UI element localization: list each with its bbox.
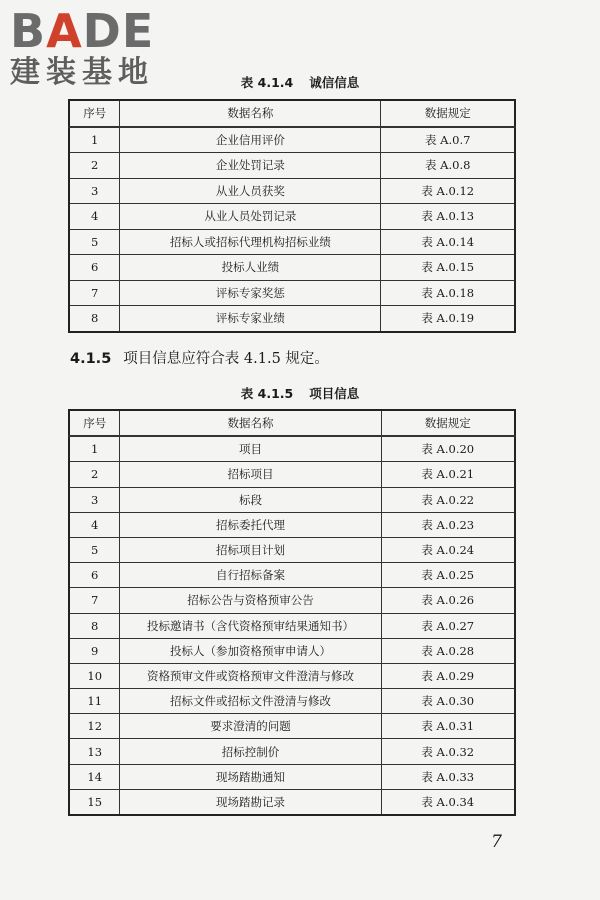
header-data-name: 数据名称 (120, 410, 381, 436)
cell-data-spec: 表 A.0.14 (381, 229, 515, 255)
cell-index: 8 (69, 306, 120, 332)
table-row (69, 613, 515, 638)
table-row (69, 436, 515, 462)
cell-data-name: 从业人员获奖 (120, 178, 381, 204)
clause-number: 4.1.5 (70, 351, 112, 367)
cell-index: 3 (69, 178, 120, 204)
clause-4-1-5 (70, 347, 329, 368)
cell-index: 15 (69, 789, 120, 815)
cell-data-name: 要求澄清的问题 (120, 714, 381, 739)
cell-data-spec: 表 A.0.12 (381, 178, 515, 204)
cell-data-spec: 表 A.0.30 (381, 689, 515, 714)
cell-data-spec: 表 A.0.25 (381, 563, 515, 588)
cell-data-name: 标段 (120, 487, 381, 512)
cell-data-spec: 表 A.0.26 (381, 588, 515, 613)
credit-info-table (68, 99, 516, 333)
cell-data-name: 招标人或招标代理机构招标业绩 (120, 229, 381, 255)
table-row (69, 789, 515, 815)
table-row (69, 153, 515, 179)
cell-index: 4 (69, 512, 120, 537)
table-row (69, 306, 515, 332)
table-row (69, 537, 515, 562)
header-data-name: 数据名称 (120, 100, 381, 127)
cell-data-name: 企业信用评价 (120, 127, 381, 153)
cell-data-name: 现场踏勘记录 (120, 789, 381, 815)
cell-data-name: 企业处罚记录 (120, 153, 381, 179)
cell-data-spec: 表 A.0.31 (381, 714, 515, 739)
table-header-row (69, 100, 515, 127)
cell-index: 7 (69, 588, 120, 613)
table2-title: 项目信息 (309, 386, 360, 401)
table-row (69, 255, 515, 281)
cell-data-name: 评标专家奖惩 (120, 280, 381, 306)
table-row (69, 739, 515, 764)
cell-data-name: 招标文件或招标文件澄清与修改 (120, 689, 381, 714)
table-row (69, 714, 515, 739)
cell-data-spec: 表 A.0.28 (381, 638, 515, 663)
project-info-table (68, 409, 516, 816)
table-row (69, 689, 515, 714)
cell-index: 11 (69, 689, 120, 714)
cell-index: 6 (69, 563, 120, 588)
cell-index: 12 (69, 714, 120, 739)
table-row (69, 563, 515, 588)
table-row (69, 229, 515, 255)
table-row (69, 512, 515, 537)
cell-index: 8 (69, 613, 120, 638)
table2-body (69, 436, 515, 815)
cell-index: 6 (69, 255, 120, 281)
cell-data-name: 招标项目 (120, 462, 381, 487)
cell-data-spec: 表 A.0.32 (381, 739, 515, 764)
table1-number: 表 4.1.4 (240, 75, 294, 90)
table-header-row (69, 410, 515, 436)
cell-index: 2 (69, 153, 120, 179)
cell-data-name: 资格预审文件或资格预审文件澄清与修改 (120, 663, 381, 688)
logo-wordmark: BADE (10, 4, 155, 58)
table-row (69, 663, 515, 688)
cell-data-name: 投标人（参加资格预审申请人） (120, 638, 381, 663)
cell-data-spec: 表 A.0.33 (381, 764, 515, 789)
cell-data-spec: 表 A.0.15 (381, 255, 515, 281)
cell-data-spec: 表 A.0.22 (381, 487, 515, 512)
header-index: 序号 (69, 100, 120, 127)
table2-number: 表 4.1.5 (240, 386, 294, 401)
cell-data-spec: 表 A.0.8 (381, 153, 515, 179)
cell-index: 1 (69, 436, 120, 462)
table-row (69, 764, 515, 789)
table-row (69, 280, 515, 306)
header-data-spec: 数据规定 (381, 410, 515, 436)
cell-index: 1 (69, 127, 120, 153)
cell-data-name: 项目 (120, 436, 381, 462)
cell-data-spec: 表 A.0.34 (381, 789, 515, 815)
cell-index: 2 (69, 462, 120, 487)
cell-data-spec: 表 A.0.29 (381, 663, 515, 688)
cell-data-spec: 表 A.0.20 (381, 436, 515, 462)
cell-index: 14 (69, 764, 120, 789)
table1-body (69, 127, 515, 332)
cell-data-name: 招标控制价 (120, 739, 381, 764)
table-row (69, 127, 515, 153)
cell-data-name: 招标委托代理 (120, 512, 381, 537)
cell-data-name: 评标专家业绩 (120, 306, 381, 332)
cell-data-name: 招标项目计划 (120, 537, 381, 562)
cell-index: 5 (69, 537, 120, 562)
cell-data-spec: 表 A.0.19 (381, 306, 515, 332)
cell-data-spec: 表 A.0.21 (381, 462, 515, 487)
clause-text: 项目信息应符合表 4.1.5 规定。 (123, 351, 329, 367)
cell-data-spec: 表 A.0.7 (381, 127, 515, 153)
cell-data-name: 从业人员处罚记录 (120, 204, 381, 230)
header-index: 序号 (69, 410, 120, 436)
cell-data-spec: 表 A.0.24 (381, 537, 515, 562)
table-row (69, 487, 515, 512)
cell-index: 10 (69, 663, 120, 688)
table-row (69, 204, 515, 230)
cell-data-name: 招标公告与资格预审公告 (120, 588, 381, 613)
cell-index: 3 (69, 487, 120, 512)
page-number: 7 (491, 832, 502, 852)
header-data-spec: 数据规定 (381, 100, 515, 127)
cell-data-name: 投标邀请书（含代资格预审结果通知书） (120, 613, 381, 638)
table-row (69, 638, 515, 663)
cell-index: 7 (69, 280, 120, 306)
cell-data-name: 现场踏勘通知 (120, 764, 381, 789)
cell-index: 13 (69, 739, 120, 764)
cell-data-spec: 表 A.0.23 (381, 512, 515, 537)
table-row (69, 178, 515, 204)
cell-data-name: 投标人业绩 (120, 255, 381, 281)
table2-caption (0, 384, 600, 402)
cell-index: 5 (69, 229, 120, 255)
logo-subtitle: 建装基地 (10, 55, 154, 90)
cell-data-spec: 表 A.0.13 (381, 204, 515, 230)
table-row (69, 588, 515, 613)
cell-index: 4 (69, 204, 120, 230)
cell-data-spec: 表 A.0.18 (381, 280, 515, 306)
table1-title: 诚信信息 (309, 75, 360, 90)
cell-index: 9 (69, 638, 120, 663)
cell-data-name: 自行招标备案 (120, 563, 381, 588)
table1-caption (0, 73, 600, 91)
cell-data-spec: 表 A.0.27 (381, 613, 515, 638)
table-row (69, 462, 515, 487)
